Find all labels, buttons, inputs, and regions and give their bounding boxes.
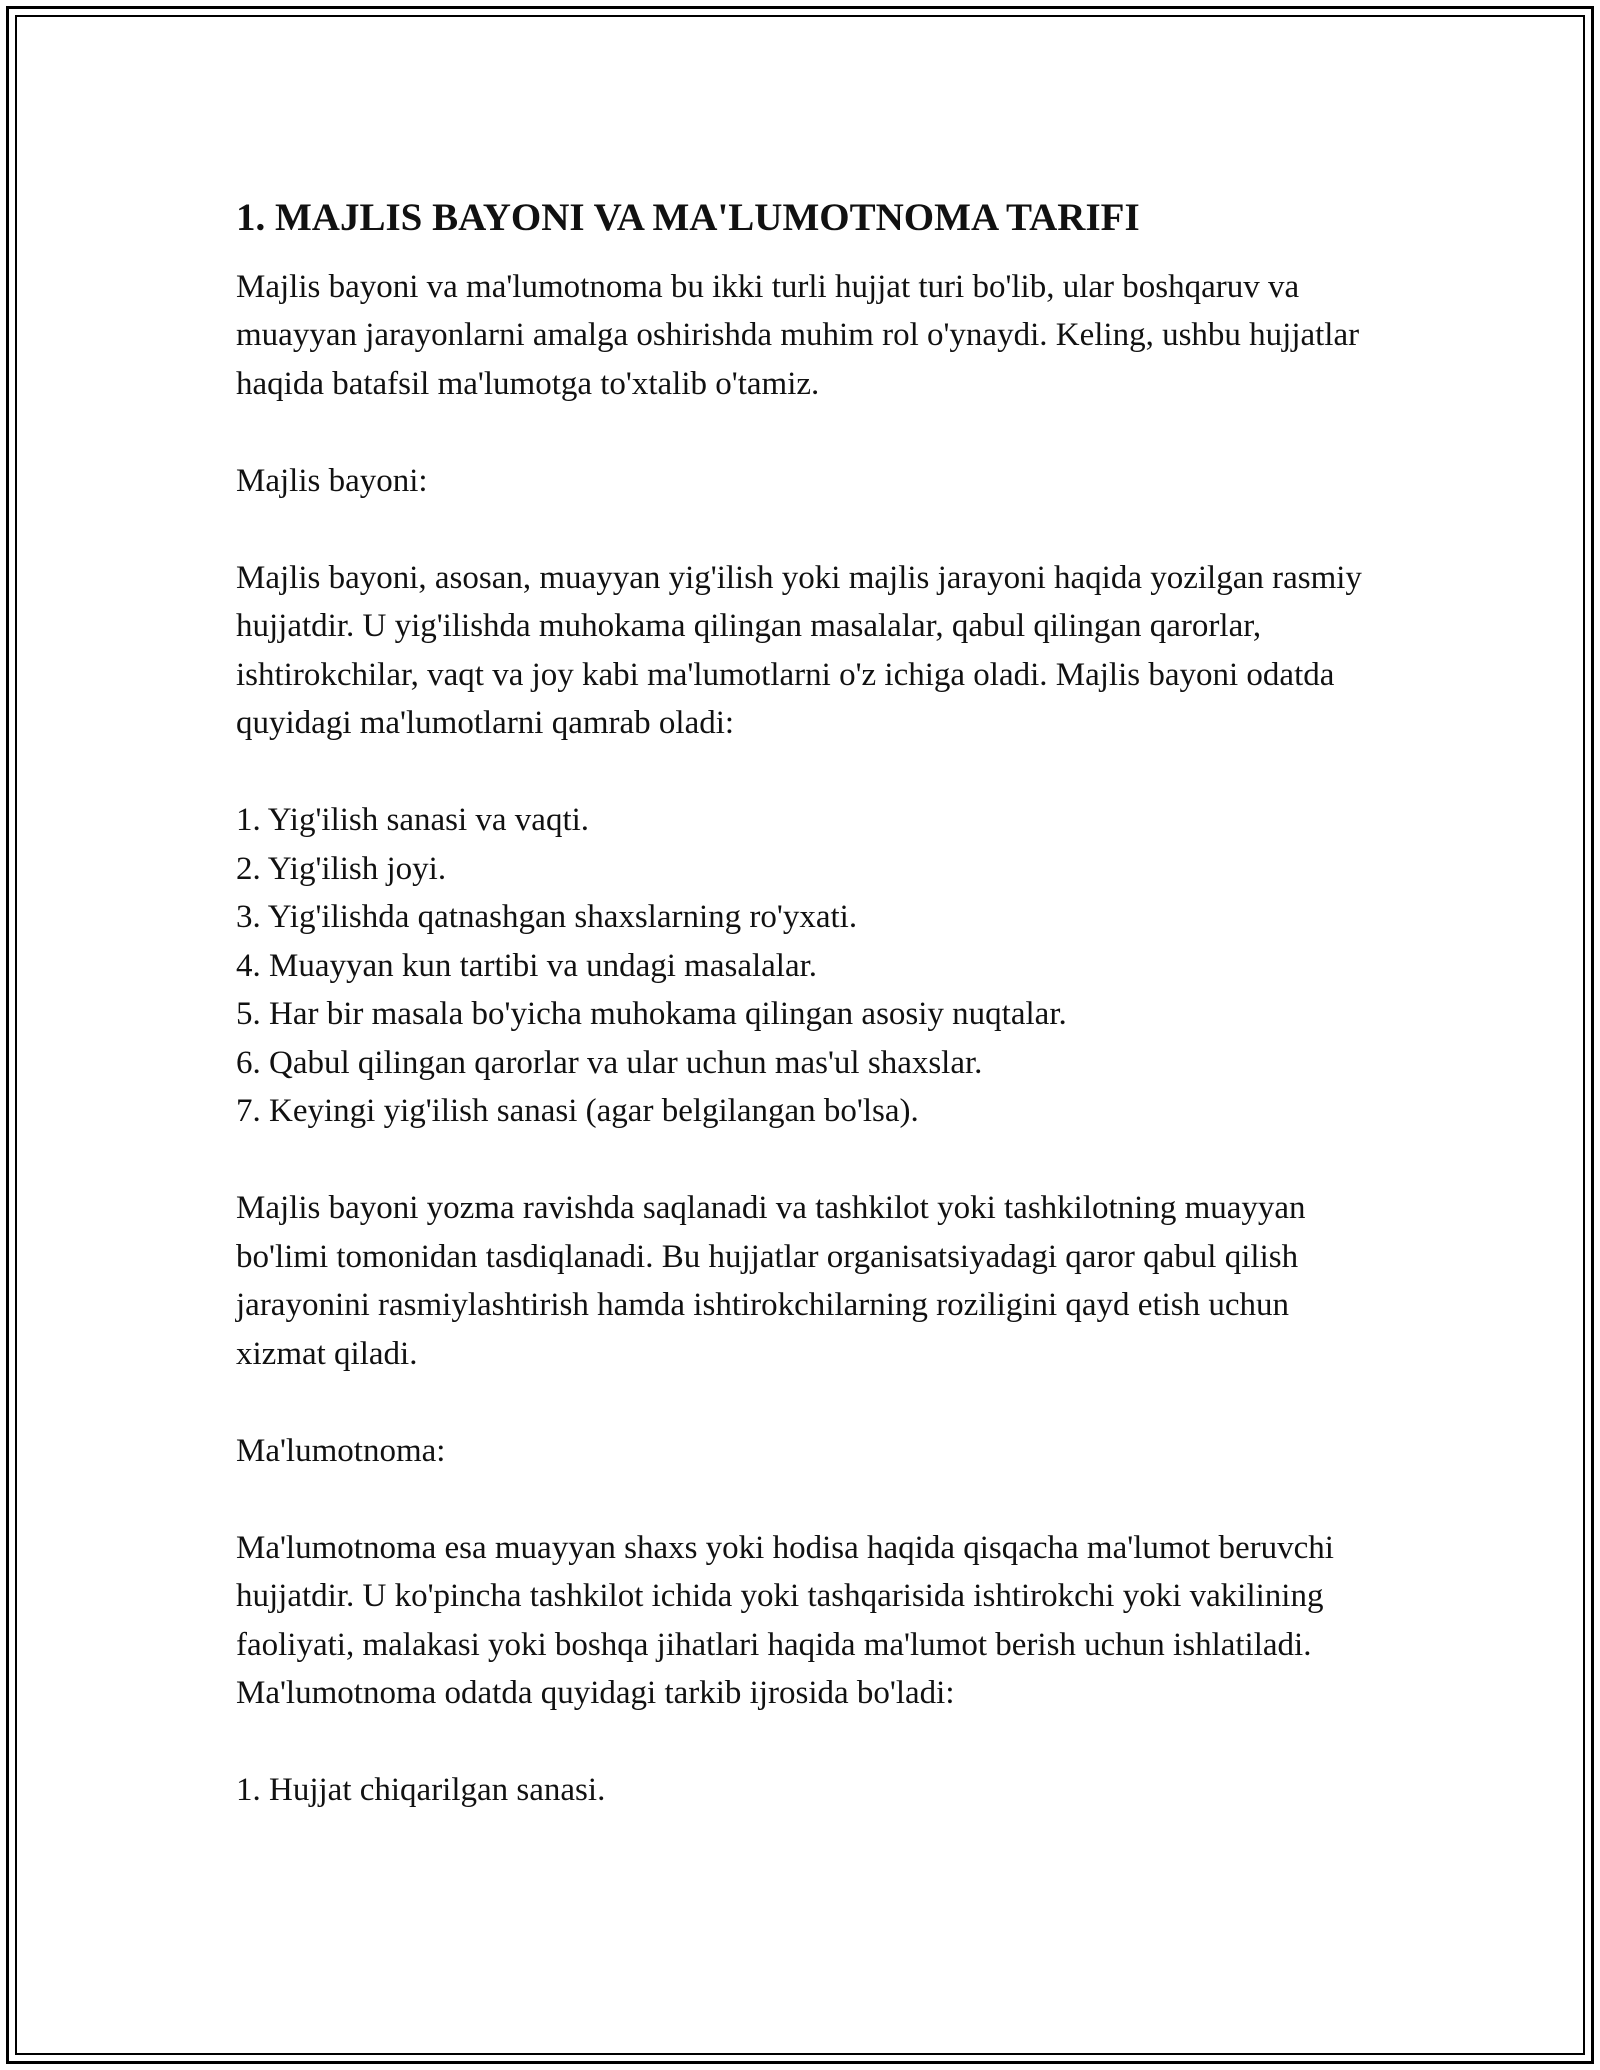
intro-paragraph: Majlis bayoni va ma'lumotnoma bu ikki turli hujjat turi bo'lib, ular boshqaruv va muayyan jarayonlarni amalga oshirishda muhim rol o'ynaydi. Keling, ushbu hujjatlar haqida batafsil ma'lumotga to'xtalib o'tamiz. <box>236 268 1360 402</box>
section-title-majlis-bayoni: Majlis bayoni: <box>236 462 428 499</box>
list-item: 3. Yig'ilishda qatnashgan shaxslarning ro'yxati. <box>236 899 858 936</box>
list-item: 1. Yig'ilish sanasi va vaqti. <box>236 802 590 839</box>
majlis-bayoni-closing-paragraph: Majlis bayoni yozma ravishda saqlanadi va tashkilot yoki tashkilotning muayyan bo'limi tomonidan tasdiqlanadi. Bu hujjatlar organisatsiyadagi qaror qabul qilish jarayonini rasmiylashtirish hamda ishtirokchilarning roziligini qayd etish uchun xizmat qiladi. <box>236 1190 1306 1372</box>
malumotnoma-list <box>236 1766 1386 1815</box>
list-item: 2. Yig'ilish joyi. <box>236 850 447 887</box>
section-title-malumotnoma: Ma'lumotnoma: <box>236 1432 446 1469</box>
majlis-bayoni-list <box>236 796 1386 1136</box>
majlis-bayoni-paragraph: Majlis bayoni, asosan, muayyan yig'ilish yoki majlis jarayoni haqida yozilgan rasmiy hujjatdir. U yig'ilishda muhokama qilingan masalalar, qabul qilingan qarorlar, ishtirokchilar, vaqt va joy kabi ma'lumotlarni o'z ichiga oladi. Majlis bayoni odatda quyidagi ma'lumotlarni qamrab oladi: <box>236 559 1362 742</box>
document-heading: 1. MAJLIS BAYONI VA MA'LUMOTNOMA TARIFI <box>236 196 1140 239</box>
malumotnoma-paragraph: Ma'lumotnoma esa muayyan shaxs yoki hodisa haqida qisqacha ma'lumot beruvchi hujjatdir. U ko'pincha tashkilot ichida yoki tashqarisida ishtirokchi yoki vakilining faoliyati, malakasi yoki boshqa jihatlari haqida ma'lumot berish uchun ishlatiladi. Ma'lumotnoma odatda quyidagi tarkib ijrosida bo'ladi: <box>236 1529 1334 1712</box>
list-item: 5. Har bir masala bo'yicha muhokama qilingan asosiy nuqtalar. <box>236 996 1067 1033</box>
list-item: 7. Keyingi yig'ilish sanasi (agar belgilangan bo'lsa). <box>236 1093 919 1130</box>
list-item: 4. Muayyan kun tartibi va undagi masalalar. <box>236 947 818 984</box>
list-item: 1. Hujjat chiqarilgan sanasi. <box>236 1772 606 1809</box>
document-page <box>236 180 1386 1863</box>
list-item: 6. Qabul qilingan qarorlar va ular uchun mas'ul shaxslar. <box>236 1044 983 1081</box>
